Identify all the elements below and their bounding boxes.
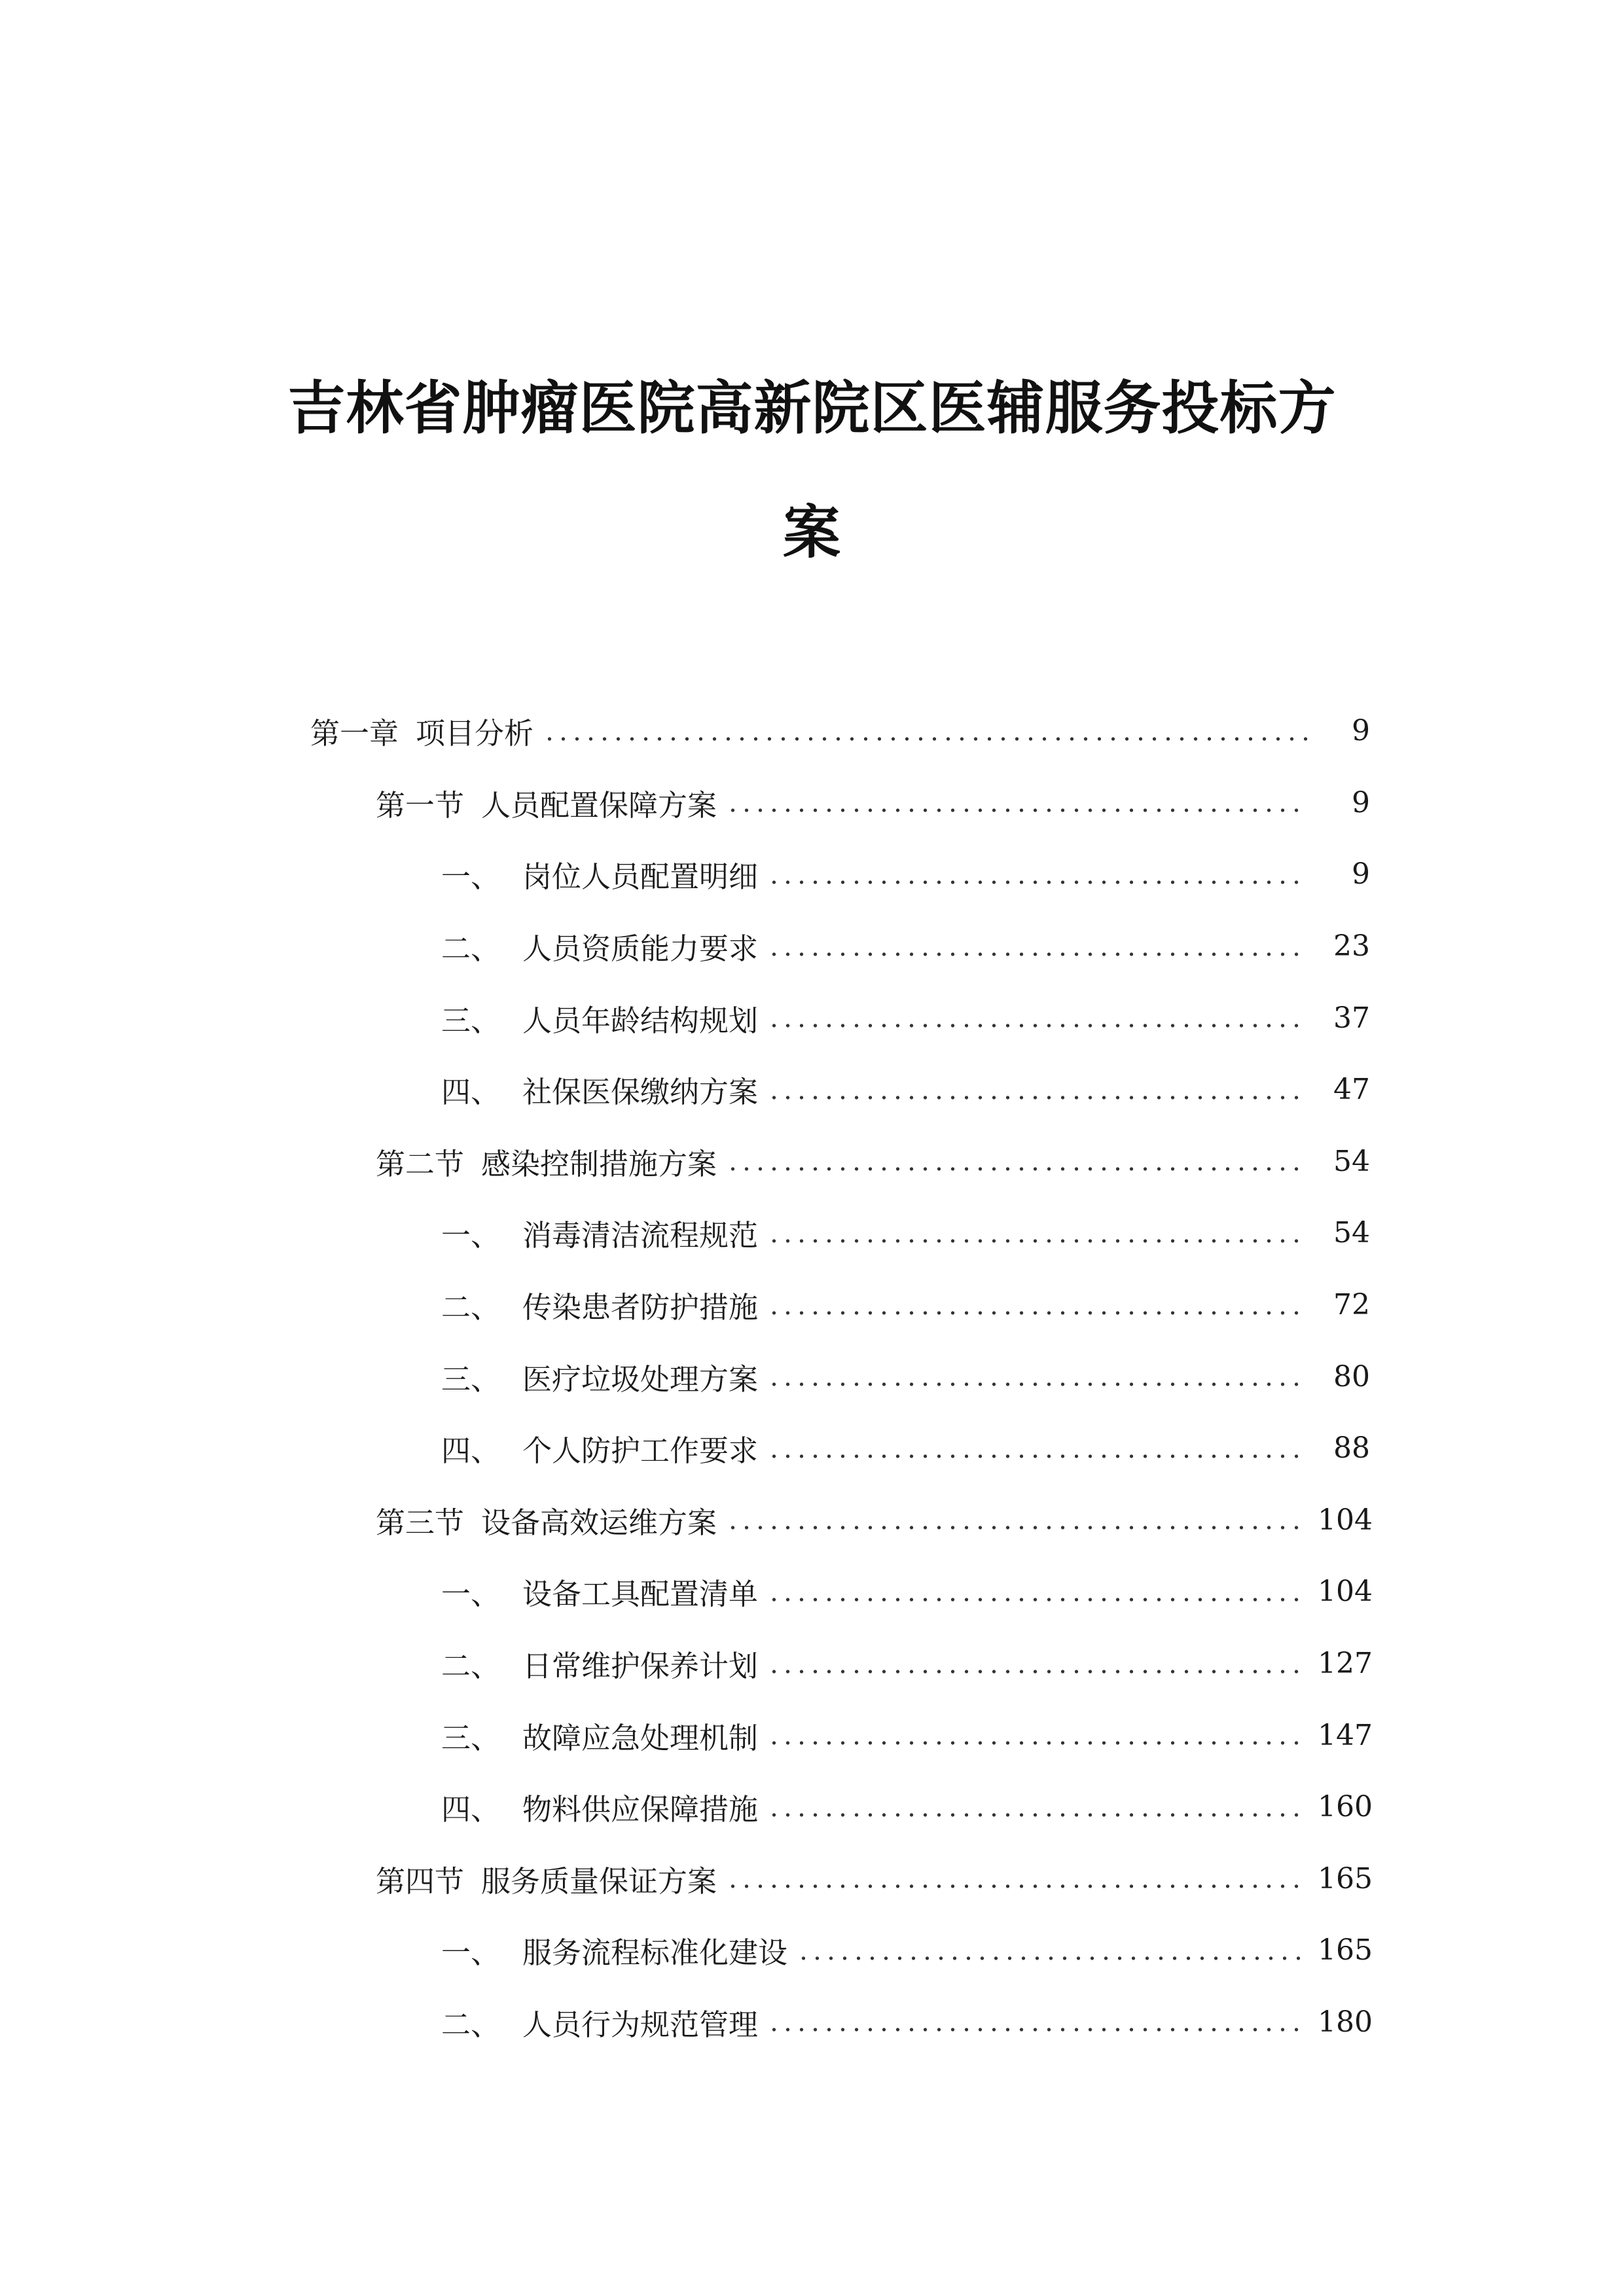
toc-entry[interactable] <box>0 1340 1624 1412</box>
toc-entry-number: 一、 <box>441 1935 501 1971</box>
toc-entry-title: 人员行为规范管理 <box>522 2007 759 2042</box>
toc-dot-leader <box>726 1167 1308 1171</box>
toc-page-number: 54 <box>1333 1216 1370 1250</box>
toc-entry[interactable] <box>0 1556 1624 1628</box>
toc-entry-number: 二、 <box>441 1649 501 1684</box>
toc-entry-number: 一、 <box>441 1218 501 1253</box>
toc-entry-number: 二、 <box>441 2007 501 2042</box>
toc-dot-leader <box>767 2028 1308 2032</box>
toc-entry-title: 岗位人员配置明细 <box>522 859 759 895</box>
toc-page-number: 80 <box>1333 1359 1370 1393</box>
toc-entry-title: 日常维护保养计划 <box>522 1649 759 1684</box>
toc-entry-number: 第一章 <box>310 716 399 751</box>
toc-entry-number: 二、 <box>441 931 501 967</box>
toc-page-number: 180 <box>1318 2005 1373 2039</box>
toc-entry-number: 第三节 <box>376 1505 465 1540</box>
toc-entry-title: 传染患者防护措施 <box>522 1290 759 1325</box>
toc-entry-number: 第四节 <box>376 1863 465 1899</box>
toc-entry-title: 故障应急处理机制 <box>522 1720 759 1755</box>
toc-entry[interactable] <box>0 1986 1624 2058</box>
toc-page-number: 54 <box>1333 1144 1370 1178</box>
toc-entry[interactable] <box>0 1628 1624 1700</box>
toc-dot-leader <box>767 1096 1308 1100</box>
document-title <box>196 346 1428 595</box>
toc-entry-title: 物料供应保障措施 <box>522 1792 759 1827</box>
toc-entry-number: 第二节 <box>376 1146 465 1181</box>
toc-entry-title: 人员年龄结构规划 <box>522 1003 759 1038</box>
toc-page-number: 104 <box>1318 1575 1373 1609</box>
toc-entry[interactable] <box>0 1412 1624 1484</box>
toc-dot-leader <box>767 1598 1308 1602</box>
toc-entry-number: 三、 <box>441 1361 501 1397</box>
toc-entry-number: 四、 <box>441 1433 501 1469</box>
toc-page-number: 37 <box>1333 1001 1370 1035</box>
toc-entry-number: 二、 <box>441 1290 501 1325</box>
title-line-1: 吉林省肿瘤医院高新院区医辅服务投标方 <box>287 374 1337 442</box>
toc-page-number: 9 <box>1352 857 1370 891</box>
toc-dot-leader <box>767 1239 1308 1243</box>
toc-entry-title: 医疗垃圾处理方案 <box>522 1361 759 1397</box>
toc-page-number: 127 <box>1318 1647 1373 1681</box>
toc-dot-leader <box>767 880 1308 884</box>
title-line-2: 案 <box>782 498 841 566</box>
toc-entry-title: 感染控制措施方案 <box>481 1146 717 1181</box>
toc-entry[interactable] <box>0 1484 1624 1556</box>
toc-entry-number: 四、 <box>441 1792 501 1827</box>
toc-dot-leader <box>767 1024 1308 1028</box>
toc-page-number: 160 <box>1318 1790 1373 1824</box>
toc-entry-number: 三、 <box>441 1720 501 1755</box>
toc-page-number: 47 <box>1333 1073 1370 1107</box>
toc-entry-title: 设备工具配置清单 <box>522 1577 759 1612</box>
toc-entry[interactable] <box>0 1197 1624 1269</box>
toc-entry-title: 人员配置保障方案 <box>481 787 717 823</box>
toc-entry-number: 三、 <box>441 1003 501 1038</box>
toc-entry-number: 一、 <box>441 859 501 895</box>
toc-page-number: 88 <box>1333 1431 1370 1465</box>
toc-page-number: 165 <box>1318 1861 1373 1895</box>
toc-entry-title: 服务流程标准化建设 <box>522 1935 788 1971</box>
toc-dot-leader <box>767 1741 1308 1745</box>
toc-page-number: 165 <box>1318 1933 1373 1967</box>
toc-dot-leader <box>767 1311 1308 1315</box>
toc-entry-title: 服务质量保证方案 <box>481 1863 717 1899</box>
toc-entry-title: 项目分析 <box>416 716 534 751</box>
toc-page-number: 9 <box>1352 714 1370 748</box>
toc-dot-leader <box>767 1382 1308 1386</box>
toc-dot-leader <box>726 1884 1308 1888</box>
toc-entry[interactable] <box>0 982 1624 1054</box>
toc-entry[interactable] <box>0 1843 1624 1915</box>
toc-entry[interactable] <box>0 838 1624 910</box>
toc-entry-number: 一、 <box>441 1577 501 1612</box>
toc-entry-title: 消毒清洁流程规范 <box>522 1218 759 1253</box>
toc-entry[interactable] <box>0 910 1624 982</box>
toc-dot-leader <box>726 1526 1308 1530</box>
toc-entry[interactable] <box>0 767 1624 839</box>
toc-dot-leader <box>797 1956 1308 1960</box>
toc-page-number: 104 <box>1318 1503 1373 1537</box>
toc-dot-leader <box>726 808 1308 812</box>
toc-entry[interactable] <box>0 1269 1624 1341</box>
toc-entry[interactable] <box>0 1126 1624 1198</box>
toc-entry-title: 设备高效运维方案 <box>481 1505 717 1540</box>
toc-entry[interactable] <box>0 1914 1624 1986</box>
toc-entry[interactable] <box>0 1699 1624 1771</box>
toc-dot-leader <box>767 952 1308 956</box>
toc-page-number: 9 <box>1352 785 1370 819</box>
toc-entry[interactable] <box>0 1771 1624 1843</box>
toc-entry-number: 第一节 <box>376 787 465 823</box>
toc-dot-leader <box>767 1813 1308 1817</box>
toc-entry[interactable] <box>0 695 1624 767</box>
toc-entry[interactable] <box>0 1054 1624 1126</box>
toc-entry-title: 人员资质能力要求 <box>522 931 759 967</box>
toc-entry-title: 个人防护工作要求 <box>522 1433 759 1469</box>
toc-dot-leader <box>767 1454 1308 1458</box>
table-of-contents <box>0 695 1624 2058</box>
toc-page-number: 72 <box>1333 1288 1370 1322</box>
toc-page-number: 23 <box>1333 929 1370 963</box>
toc-dot-leader <box>543 737 1308 741</box>
toc-page-number: 147 <box>1318 1718 1373 1752</box>
toc-entry-title: 社保医保缴纳方案 <box>522 1075 759 1110</box>
toc-entry-number: 四、 <box>441 1075 501 1110</box>
toc-dot-leader <box>767 1670 1308 1674</box>
